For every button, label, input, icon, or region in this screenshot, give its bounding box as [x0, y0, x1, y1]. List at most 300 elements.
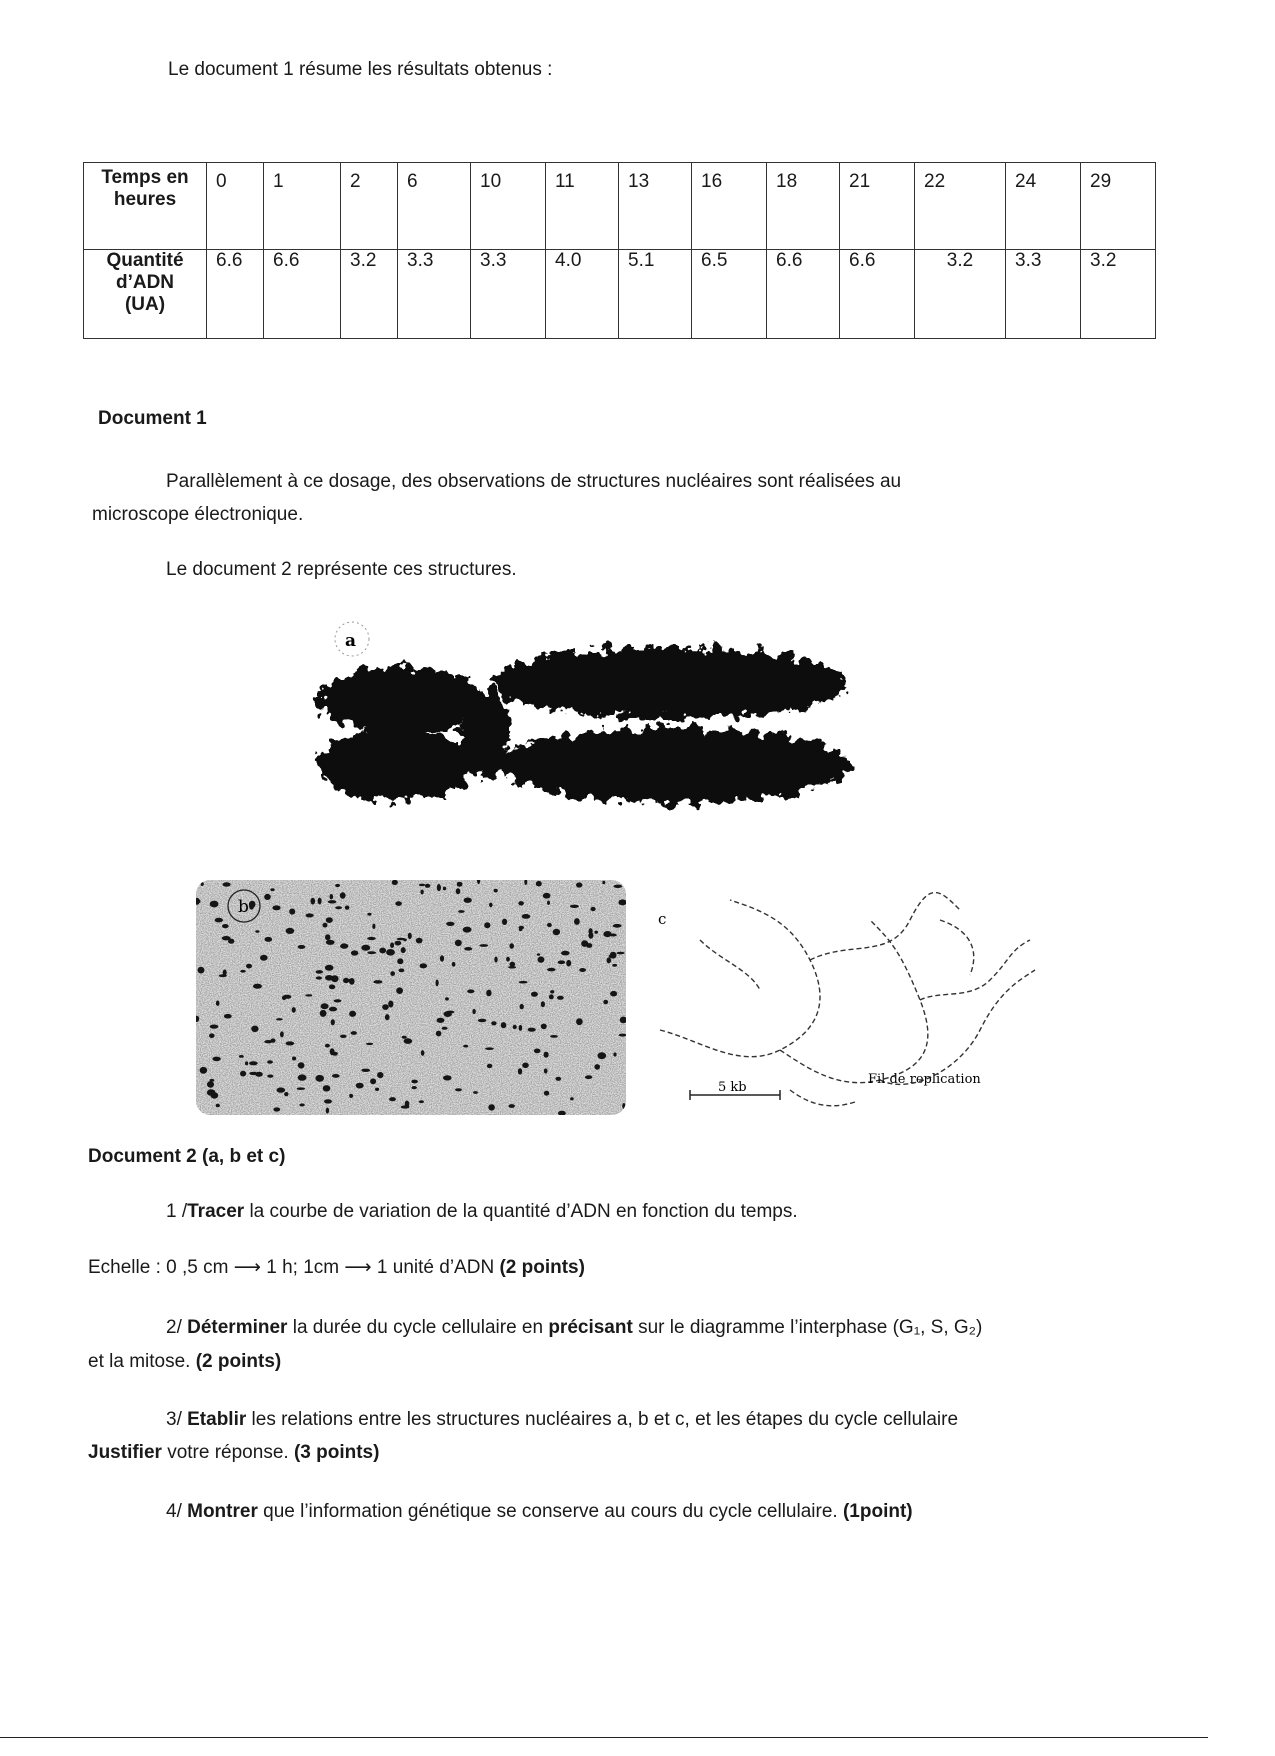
nucleosome-bead [264, 894, 271, 900]
nucleosome-bead [520, 1004, 524, 1009]
nucleosome-bead [570, 1097, 574, 1100]
nucleosome-bead [464, 898, 472, 903]
nucleosome-bead [224, 1014, 232, 1019]
nucleosome-bead [440, 955, 444, 961]
scale-instruction [88, 1256, 585, 1280]
quantity-cell: 3.2 [1081, 250, 1156, 339]
nucleosome-bead [200, 1067, 208, 1074]
nucleosome-bead [298, 945, 306, 949]
nucleosome-bead [209, 1033, 215, 1038]
quantity-cell: 6.5 [692, 250, 767, 339]
nucleosome-bead [436, 980, 439, 987]
nucleosome-bead [335, 884, 340, 887]
time-cell: 21 [840, 163, 915, 250]
question-1 [166, 1200, 798, 1224]
nucleosome-bead [351, 950, 358, 955]
nucleosome-bead [389, 1097, 396, 1101]
nucleosome-bead [325, 965, 334, 971]
nucleosome-bead [395, 901, 402, 906]
nucleosome-bead [594, 1064, 600, 1070]
quantity-cell: 5.1 [619, 250, 692, 339]
question-2-text: sur le diagramme l’interphase (G₁, S, G₂) [632, 1317, 983, 1338]
quantity-cell: 4.0 [546, 250, 619, 339]
nucleosome-bead [316, 970, 323, 974]
nucleosome-bead [537, 953, 540, 955]
nucleosome-bead [207, 1089, 216, 1096]
figure-label-b: b [238, 897, 249, 917]
nucleosome-bead [323, 1085, 331, 1091]
time-header-line1: Temps en [101, 167, 189, 188]
document-1-title: Document 1 [98, 408, 207, 429]
nucleosome-bead [531, 992, 538, 997]
figure-label-a: a [345, 631, 357, 651]
nucleosome-bead [402, 1036, 407, 1039]
time-cell: 0 [207, 163, 264, 250]
nucleosome-bead [332, 1074, 340, 1078]
nucleosome-bead [484, 922, 490, 928]
question-2-number: 2/ [166, 1317, 188, 1338]
nucleosome-bead [249, 901, 256, 908]
nucleosome-bead [377, 1072, 383, 1078]
nucleosome-bead [603, 1000, 608, 1005]
nucleosome-bead [603, 931, 611, 937]
question-3-line1 [166, 1408, 958, 1432]
nucleosome-bead [367, 951, 376, 954]
nucleosome-bead [316, 976, 322, 979]
nucleosome-bead [351, 1031, 357, 1035]
question-3-line2-text: votre réponse. [161, 1442, 294, 1463]
nucleosome-bead [345, 979, 354, 982]
nucleosome-bead [561, 951, 570, 956]
nucleosome-bead [325, 975, 333, 981]
nucleosome-bead [547, 968, 555, 972]
time-cell: 16 [692, 163, 767, 250]
question-4-verb: Montrer [187, 1501, 258, 1522]
nucleosome-bead [385, 1014, 390, 1020]
quantity-cell: 6.6 [767, 250, 840, 339]
nucleosome-bead [518, 901, 524, 905]
dna-table [83, 162, 1156, 339]
nucleosome-bead [617, 952, 625, 955]
question-4-points: (1point) [842, 1501, 913, 1522]
nucleosome-bead [445, 997, 449, 1000]
nucleosome-bead [298, 1074, 307, 1080]
nucleosome-bead [356, 1083, 364, 1089]
nucleosome-bead [292, 1057, 296, 1061]
nucleosome-bead [544, 1052, 549, 1058]
nucleosome-bead [270, 888, 274, 891]
time-cell: 11 [546, 163, 619, 250]
nucleosome-bead [455, 940, 462, 947]
nucleosome-bead [349, 1011, 356, 1017]
nucleosome-bead [240, 970, 246, 973]
nucleosome-bead [607, 957, 612, 963]
nucleosome-bead [574, 918, 580, 925]
nucleosome-bead [255, 930, 259, 933]
time-cell: 29 [1081, 163, 1156, 250]
nucleosome-bead [509, 1104, 515, 1108]
nucleosome-bead [228, 939, 234, 944]
time-cell: 1 [264, 163, 341, 250]
nucleosome-bead [326, 1108, 329, 1114]
nucleosome-bead [320, 1010, 327, 1017]
nucleosome-bead [547, 901, 550, 905]
nucleosome-bead [345, 906, 350, 910]
quantity-cell: 3.3 [1006, 250, 1081, 339]
nucleosome-bead [361, 945, 370, 951]
nucleosome-bead [419, 884, 425, 887]
nucleosome-bead [321, 1003, 329, 1009]
nucleosome-bead [361, 1069, 370, 1072]
question-3-points: (3 points) [293, 1442, 380, 1463]
nucleosome-bead [610, 991, 617, 997]
nucleosome-bead [557, 996, 564, 1000]
nucleosome-bead [395, 941, 402, 946]
nucleosome-bead [315, 1075, 324, 1082]
chromosome-micrograph-a [290, 615, 910, 845]
nucleosome-bead [486, 990, 491, 997]
nucleosome-bead [286, 1041, 295, 1045]
nucleosome-bead [283, 995, 292, 999]
nucleosome-bead [443, 887, 446, 891]
nucleosome-bead [401, 947, 406, 953]
nucleosome-bead [216, 1104, 220, 1108]
nucleosome-bead [576, 882, 582, 887]
nucleosome-bead [416, 938, 423, 944]
nucleosome-bead [619, 1034, 626, 1037]
nucleosome-bead [528, 1028, 536, 1032]
nucleosome-bead [586, 943, 592, 948]
nucleosome-bead [207, 1081, 214, 1088]
nucleosome-bead [397, 938, 406, 940]
time-header-line2: heures [113, 189, 177, 210]
nucleosome-bead [437, 1018, 445, 1023]
nucleosome-bead [305, 994, 312, 996]
question-1-text: la courbe de variation de la quantité d’ADN en fonction du temps. [244, 1201, 798, 1222]
nucleosome-bead [375, 1088, 379, 1091]
nucleosome-bead [404, 1038, 413, 1044]
nucleosome-bead [436, 1031, 442, 1037]
nucleosome-bead [463, 1045, 468, 1048]
nucleosome-bead [501, 1022, 507, 1028]
nucleosome-bead [614, 885, 623, 888]
bottom-rule-tail [1186, 1737, 1208, 1738]
nucleosome-bead [550, 990, 554, 993]
nucleosome-bead [388, 1001, 393, 1008]
nucleosome-bead [335, 906, 342, 909]
nucleosome-bead [334, 999, 342, 1002]
nucleosome-bead [271, 1039, 276, 1043]
paragraph-1-line1: Parallèlement à ce dosage, des observations de structures nucléaires sont réalisées au [166, 471, 902, 492]
nucleosome-bead [541, 1001, 545, 1007]
nucleosome-bead [349, 1094, 353, 1098]
nucleosome-bead [245, 1061, 248, 1065]
nucleosome-bead [386, 949, 395, 956]
nucleosome-bead [506, 957, 510, 962]
nucleosome-bead [267, 1075, 273, 1078]
nucleosome-bead [452, 962, 456, 967]
arrow-icon: ⟶ [233, 1257, 261, 1278]
quantity-cell: 6.6 [264, 250, 341, 339]
nucleosome-bead [420, 963, 428, 968]
figure-label-c: c [658, 910, 667, 928]
nucleosome-bead [602, 881, 605, 884]
nucleosome-bead [488, 1104, 495, 1110]
nucleosome-bead [328, 900, 337, 903]
time-cell: 18 [767, 163, 840, 250]
nucleosome-bead [251, 1026, 258, 1032]
nucleosome-bead [519, 981, 528, 984]
nucleosome-bead [198, 967, 205, 974]
nucleosome-bead [543, 893, 551, 899]
question-3-verb2: Justifier [88, 1442, 162, 1463]
nucleosome-bead [585, 1075, 592, 1079]
nucleosome-bead [340, 892, 346, 898]
time-cell: 13 [619, 163, 692, 250]
nucleosome-bead [284, 1092, 288, 1096]
nucleosome-bead [478, 1019, 486, 1022]
nucleosome-bead [366, 1043, 373, 1045]
paragraph-2: Le document 2 représente ces structures. [166, 559, 517, 580]
nucleosome-bead [390, 942, 394, 948]
question-2-line2-text: et la mitose. [88, 1351, 196, 1372]
nucleosome-bead [240, 1071, 246, 1077]
nucleosome-bead [455, 1088, 462, 1091]
nucleosome-bead [536, 881, 542, 887]
nucleosome-bead [591, 907, 596, 911]
nucleosome-bead [576, 1018, 583, 1025]
nucleosome-bead [610, 952, 617, 959]
nucleosome-bead [457, 882, 463, 887]
quantity-cell: 6.6 [840, 250, 915, 339]
nucleosome-bead [473, 1091, 478, 1094]
nucleosome-bead [421, 1050, 425, 1056]
scale-end: 1 unité d’ADN [371, 1257, 500, 1278]
nucleosome-bead [299, 1103, 304, 1106]
intro-text: Le document 1 résume les résultats obtenus : [168, 59, 553, 80]
nucleosome-bead [329, 985, 335, 990]
scale-bar-label: 5 kb [718, 1080, 747, 1095]
quantity-header-line2: d’ADN [115, 272, 175, 293]
quantity-header-line3: (UA) [124, 294, 166, 315]
nucleosome-bead [246, 964, 252, 969]
nucleosome-bead [502, 919, 507, 925]
nucleosome-bead [210, 1025, 219, 1029]
nucleosome-bead [372, 924, 375, 929]
nucleosome-bead [419, 1100, 424, 1103]
nucleosome-bead [326, 940, 335, 945]
nucleosome-bead [324, 1099, 332, 1103]
nucleosome-bead [210, 901, 219, 908]
nucleosome-bead [215, 918, 223, 923]
nucleosome-bead [538, 956, 545, 962]
nucleosome-bead [549, 994, 554, 999]
nucleosome-bead [570, 905, 579, 908]
time-cell: 24 [1006, 163, 1081, 250]
nucleosome-bead [311, 898, 316, 905]
time-cell: 6 [398, 163, 471, 250]
question-2-line1 [166, 1316, 982, 1340]
nucleosome-bead [489, 903, 493, 908]
nucleosome-bead [392, 880, 398, 885]
question-1-verb: Tracer [187, 1201, 245, 1222]
nucleosome-bead [326, 917, 333, 923]
quantity-header [84, 250, 207, 339]
time-row [84, 163, 1156, 250]
nucleosome-bead [509, 943, 514, 949]
nucleosome-bead [485, 1047, 494, 1050]
nucleosome-bead [396, 987, 403, 994]
question-4-number: 4/ [166, 1501, 188, 1522]
nucleosome-bead [553, 929, 560, 935]
nucleosome-bead [437, 884, 441, 891]
nucleosome-bead [340, 943, 348, 948]
nucleosome-bead [420, 890, 423, 895]
nucleosome-bead [276, 1018, 283, 1020]
time-cell: 10 [471, 163, 546, 250]
nucleosome-bead [425, 884, 431, 888]
nucleosome-bead [331, 1019, 335, 1025]
question-2-points: (2 points) [195, 1351, 282, 1372]
nucleosome-bead [292, 1007, 296, 1013]
document-2-title: Document 2 (a, b et c) [88, 1146, 286, 1167]
nucleosome-bead [323, 923, 328, 928]
nucleosome-bead [491, 1021, 496, 1025]
nucleosome-bead [446, 922, 454, 926]
chromatin-micrograph-b [196, 880, 626, 1115]
question-3-number: 3/ [166, 1409, 188, 1430]
nucleosome-bead [329, 1007, 337, 1012]
scale-mid: 1 h; 1cm [260, 1257, 345, 1278]
nucleosome-bead [467, 989, 474, 993]
nucleosome-bead [458, 910, 465, 913]
quantity-cell: 3.3 [471, 250, 546, 339]
question-1-number: 1 / [166, 1201, 188, 1222]
replication-label: Fil de replication [868, 1072, 981, 1087]
nucleosome-bead [598, 1052, 607, 1059]
question-2-mid: la durée du cycle cellulaire en [287, 1317, 549, 1338]
nucleosome-bead [547, 923, 552, 927]
nucleosome-bead [318, 898, 322, 905]
nucleosome-bead [594, 931, 598, 934]
nucleosome-bead [534, 1049, 541, 1054]
nucleosome-bead [544, 1068, 548, 1073]
quantity-row [84, 250, 1156, 339]
nucleosome-bead [340, 1035, 347, 1038]
nucleosome-bead [579, 968, 586, 972]
nucleosome-bead [556, 1077, 562, 1081]
nucleosome-bead [277, 1087, 286, 1092]
nucleosome-bead [494, 957, 497, 963]
nucleosome-bead [382, 1004, 389, 1010]
question-4 [166, 1500, 913, 1524]
nucleosome-bead [566, 960, 571, 967]
nucleosome-bead [330, 894, 334, 899]
nucleosome-bead [289, 909, 295, 915]
question-2-line2 [88, 1350, 281, 1374]
nucleosome-bead [519, 928, 523, 931]
question-3-text: les relations entre les structures nucléaires a, b et c, et les étapes du cycle cellulaire [246, 1409, 959, 1430]
nucleosome-bead [408, 933, 412, 939]
nucleosome-bead [510, 962, 516, 967]
nucleosome-bead [399, 969, 405, 973]
nucleosome-bead [513, 1025, 517, 1029]
nucleosome-bead [325, 934, 330, 940]
nucleosome-bead [367, 937, 376, 940]
nucleosome-bead [519, 1025, 523, 1031]
scale-points: (2 points) [499, 1257, 585, 1278]
scale-prefix: Echelle : 0 ,5 cm [88, 1257, 234, 1278]
time-cell: 22 [915, 163, 1006, 250]
nucleosome-bead [558, 960, 565, 964]
nucleosome-bead [280, 1031, 284, 1037]
nucleosome-bead [443, 1075, 452, 1080]
question-3-line2 [88, 1441, 379, 1465]
nucleosome-bead [456, 888, 461, 894]
quantity-cell: 3.2 [915, 250, 1006, 339]
time-header [84, 163, 207, 250]
nucleosome-bead [379, 948, 386, 954]
nucleosome-bead [273, 1107, 280, 1111]
nucleosome-bead [589, 928, 593, 934]
question-4-text: que l’information génétique se conserve au cours du cycle cellulaire. [257, 1501, 843, 1522]
nucleosome-bead [212, 1057, 220, 1062]
nucleosome-bead [401, 1105, 410, 1108]
nucleosome-bead [612, 964, 617, 967]
nucleosome-bead [411, 1080, 418, 1084]
nucleosome-bead [297, 1087, 305, 1090]
nucleosome-bead [373, 980, 382, 984]
nucleosome-bead [613, 924, 622, 928]
nucleosome-bead [472, 1009, 475, 1014]
question-3-verb: Etablir [187, 1409, 247, 1430]
nucleosome-bead [306, 913, 314, 917]
nucleosome-bead [442, 1027, 448, 1030]
nucleosome-bead [479, 944, 488, 947]
nucleosome-bead [444, 1011, 452, 1017]
nucleosome-bead [522, 914, 531, 919]
quantity-cell: 3.3 [398, 250, 471, 339]
nucleosome-bead [330, 1048, 335, 1055]
nucleosome-bead [286, 928, 295, 934]
nucleosome-bead [223, 882, 231, 886]
bottom-rule [0, 1737, 1190, 1738]
paragraph-1-line2: microscope électronique. [92, 504, 304, 525]
nucleosome-bead [249, 1072, 257, 1075]
nucleosome-bead [249, 1061, 258, 1065]
nucleosome-bead [272, 905, 280, 910]
nucleosome-bead [522, 1063, 529, 1069]
nucleosome-bead [463, 927, 472, 933]
nucleosome-bead [367, 913, 371, 916]
nucleosome-bead [622, 1103, 625, 1109]
nucleosome-bead [464, 947, 472, 951]
nucleosome-bead [265, 937, 273, 942]
nucleosome-bead [253, 984, 262, 989]
nucleosome-bead [216, 1001, 220, 1006]
nucleosome-bead [390, 971, 395, 976]
question-2-verb: Déterminer [187, 1317, 288, 1338]
nucleosome-bead [325, 1044, 330, 1048]
time-cell: 2 [341, 163, 398, 250]
nucleosome-bead [487, 1064, 492, 1068]
nucleosome-bead [541, 1024, 547, 1030]
nucleosome-bead [412, 1086, 417, 1089]
nucleosome-bead [298, 1062, 305, 1068]
nucleosome-bead [544, 1091, 549, 1096]
nucleosome-bead [397, 958, 403, 964]
nucleosome-bead [201, 882, 204, 886]
